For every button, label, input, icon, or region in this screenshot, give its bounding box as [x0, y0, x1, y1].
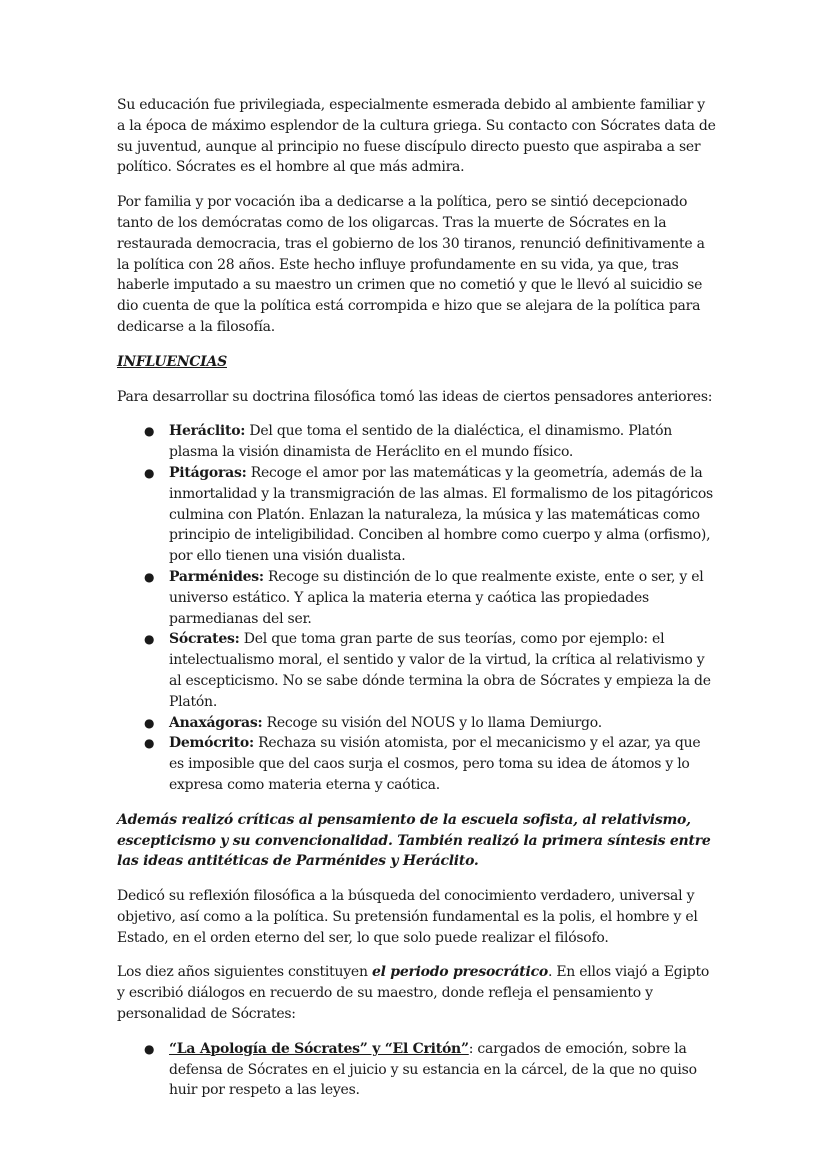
work-text: : cargados de emoción, sobre la defensa de Sócrates en el juicio y su estancia en la cárcel, de la que no quiso huir por respeto a las leyes. — [169, 1040, 697, 1099]
influence-text: Del que toma gran parte de sus teorías, como por ejemplo: el intelectualismo moral, el sentido y valor de la virtud, la crítica al relativismo y al escepticismo. No se sabe dónde termina la obra de Sócrates y empieza la de Platón. — [169, 631, 711, 710]
section-heading-influencias: INFLUENCIAS — [117, 353, 227, 370]
bullet-icon: ● — [144, 736, 155, 751]
work-title: “La Apología de Sócrates” y “El Critón” — [169, 1040, 469, 1057]
influence-text: Rechaza su visión atomista, por el mecanicismo y el azar, ya que es imposible que del caos surja el cosmos, pero toma su idea de átomos y lo expresa como materia eterna y caótica. — [169, 735, 701, 793]
list-item-anaxagoras — [117, 713, 717, 734]
list-item-pitagoras — [117, 463, 717, 567]
influence-term: Parménides: — [169, 568, 264, 585]
periodo-text-after: . En ellos viajó a Egipto y escribió diálogos en recuerdo de su maestro, donde refleja el pensamiento y personalidad de Sócrates: — [117, 964, 710, 1023]
bullet-icon: ● — [144, 424, 155, 439]
periodo-text-before: Los diez años siguientes constituyen — [117, 964, 372, 981]
paragraph-periodo — [117, 962, 717, 1024]
influence-text: Recoge su visión del NOUS y lo llama Demiurgo. — [262, 714, 602, 731]
paragraph-education: Su educación fue privilegiada, especialmente esmerada debido al ambiente familiar y a la época de máximo esplendor de la cultura griega. Su contacto con Sócrates data de su juventud, aunque al principio no fuese discípulo directo puesto que aspiraba a ser político. Sócrates es el hombre al que más admira. — [117, 97, 716, 176]
influence-term: Heráclito: — [169, 423, 246, 440]
document-page — [117, 95, 717, 1115]
list-item-apologia — [117, 1039, 717, 1101]
paragraph-criticas: Además realizó críticas al pensamiento de la escuela sofista, al relativismo, escepticismo y su convencionalidad. También realizó la primera síntesis entre las ideas antitéticas de Parménides y Heráclito. — [117, 811, 711, 870]
bullet-icon: ● — [144, 465, 155, 480]
paragraph-influences-intro: Para desarrollar su doctrina filosófica tomó las ideas de ciertos pensadores anteriores: — [117, 388, 713, 405]
influence-term: Anaxágoras: — [169, 714, 263, 731]
influence-term: Demócrito: — [169, 735, 254, 752]
influence-text: Recoge el amor por las matemáticas y la geometría, además de la inmortalidad y la transmigración de las almas. El formalismo de los pitagóricos culmina con Platón. Enlazan la naturaleza, la música y las matemáticas como principio de inteligibilidad. Conciben al hombre como cuerpo y alma (orfismo), por ello tienen una visión dualista. — [169, 464, 713, 565]
periodo-emphasis: el periodo presocrático — [371, 964, 548, 981]
bullet-icon: ● — [144, 715, 155, 730]
works-list — [117, 1039, 717, 1101]
bullet-icon: ● — [144, 569, 155, 584]
influence-text: Recoge su distinción de lo que realmente existe, ente o ser, y el universo estático. Y aplica la materia eterna y caótica las propiedades parmedianas del ser. — [169, 568, 704, 627]
list-item-parmenides — [117, 567, 717, 629]
bullet-icon: ● — [144, 632, 155, 647]
influences-list — [117, 421, 717, 795]
paragraph-politics: Por familia y por vocación iba a dedicarse a la política, pero se sintió decepcionado tanto de los demócratas como de los oligarcas. Tras la muerte de Sócrates en la restaurada democracia, tras el gobierno de los 30 tiranos, renunció definitivamente a la política con 28 años. Este hecho influye profundamente en su vida, ya que, tras haberle imputado a su maestro un crimen que no cometió y que le llevó al suicidio se dio cuenta de que la política está corrompida e hizo que se alejara de la política para dedicarse a la filosofía. — [117, 194, 705, 335]
paragraph-reflexion: Dedicó su reflexión filosófica a la búsqueda del conocimiento verdadero, universal y objetivo, así como a la política. Su pretensión fundamental es la polis, el hombre y el Estado, en el orden eterno del ser, lo que solo puede realizar el filósofo. — [117, 888, 698, 946]
influence-term: Pitágoras: — [169, 464, 247, 481]
influence-term: Sócrates: — [169, 631, 240, 648]
influence-text: Del que toma el sentido de la dialéctica, el dinamismo. Platón plasma la visión dinamista de Heráclito en el mundo físico. — [169, 423, 673, 461]
list-item-heraclito — [117, 421, 717, 463]
list-item-democrito — [117, 733, 717, 795]
list-item-socrates — [117, 629, 717, 712]
bullet-icon: ● — [144, 1041, 155, 1056]
